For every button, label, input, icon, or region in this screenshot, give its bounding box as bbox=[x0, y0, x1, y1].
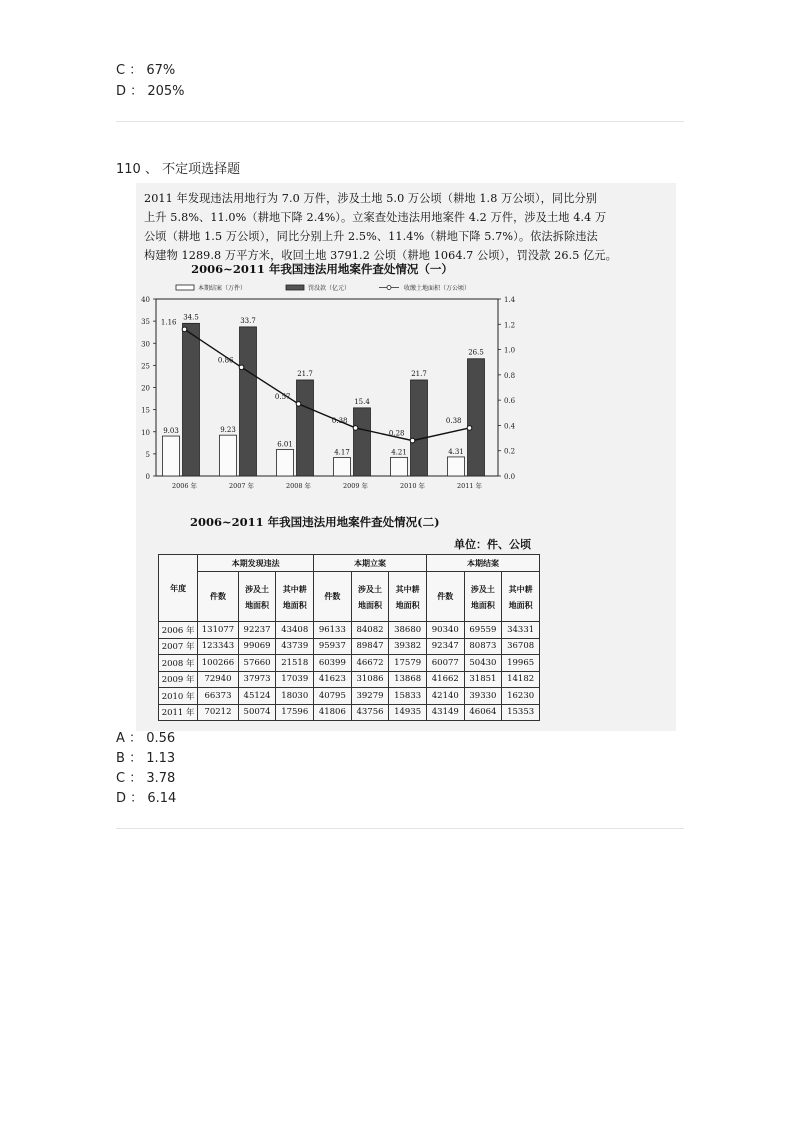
right-tick-label: 1.2 bbox=[504, 321, 516, 330]
table-cell: 34331 bbox=[502, 622, 540, 639]
table-cell: 46064 bbox=[464, 704, 502, 721]
data-label-cases: 4.31 bbox=[448, 447, 464, 456]
x-tick-label: 2008 年 bbox=[285, 482, 312, 490]
table-cell: 17039 bbox=[276, 671, 314, 688]
data-label-land: 0.38 bbox=[331, 416, 348, 425]
table-title: 2006~2011 年我国违法用地案件查处情况(二) bbox=[190, 515, 440, 529]
divider bbox=[116, 828, 684, 829]
table-cell: 90340 bbox=[426, 622, 464, 639]
table-cell: 41662 bbox=[426, 671, 464, 688]
row-year: 2008 年 bbox=[159, 655, 198, 672]
table-cell: 60077 bbox=[426, 655, 464, 672]
table-row bbox=[159, 622, 540, 639]
option-b[interactable]: B ： 1.13 bbox=[116, 751, 176, 766]
table-cell: 15353 bbox=[502, 704, 540, 721]
x-tick-label: 2006 年 bbox=[171, 482, 198, 490]
line-point-land bbox=[410, 438, 415, 443]
table-cell: 21518 bbox=[276, 655, 314, 672]
table-cell: 46672 bbox=[351, 655, 389, 672]
sub-header: 其中耕地面积 bbox=[276, 572, 314, 622]
legend-label-cases: 本期结案（万件） bbox=[198, 285, 247, 292]
legend-label-land: 收缴土地面积（万公顷） bbox=[404, 285, 471, 292]
data-label-cases: 4.17 bbox=[334, 448, 350, 457]
left-tick-label: 25 bbox=[141, 362, 150, 371]
row-year: 2007 年 bbox=[159, 638, 198, 655]
passage-line: 公顷（耕地 1.5 万公顷），同比分别上升 2.5%、11.4%（耕地下降 5.7%）。依法拆除违法 bbox=[144, 230, 598, 243]
right-tick-label: 1.4 bbox=[504, 296, 516, 304]
table-cell: 89847 bbox=[351, 638, 389, 655]
data-label-land: 0.28 bbox=[388, 429, 405, 438]
data-label-land: 0.57 bbox=[274, 392, 291, 401]
right-tick-label: 1.0 bbox=[504, 346, 516, 355]
line-point-land bbox=[467, 426, 472, 431]
left-tick-label: 30 bbox=[141, 340, 150, 349]
sub-header: 件数 bbox=[314, 572, 352, 622]
line-point-land bbox=[182, 327, 187, 332]
table-row bbox=[159, 688, 540, 705]
option-c-prev[interactable]: C ： 67% bbox=[116, 63, 176, 78]
bar-fines bbox=[297, 380, 314, 476]
table-row bbox=[159, 671, 540, 688]
data-label-fines: 26.5 bbox=[468, 348, 484, 357]
passage-line: 构建物 1289.8 万平方米，收回土地 3791.2 公顷（耕地 1064.7 公顷），罚没款 26.5 亿元。 bbox=[144, 249, 617, 262]
legend-marker-land bbox=[387, 286, 391, 290]
right-tick-label: 0.4 bbox=[504, 422, 516, 431]
data-label-land: 0.86 bbox=[217, 356, 234, 365]
data-label-cases: 4.21 bbox=[391, 448, 407, 457]
line-point-land bbox=[239, 365, 244, 370]
table-cell: 39279 bbox=[351, 688, 389, 705]
divider bbox=[116, 121, 684, 122]
left-tick-label: 10 bbox=[141, 428, 150, 437]
question-title: 110 、 不定项选择题 bbox=[116, 162, 241, 177]
table-unit: 单位：件、公顷 bbox=[454, 538, 531, 551]
table-cell: 19965 bbox=[502, 655, 540, 672]
table-cell: 18030 bbox=[276, 688, 314, 705]
left-tick-label: 15 bbox=[141, 406, 150, 415]
table-cell: 131077 bbox=[198, 622, 239, 639]
data-label-cases: 6.01 bbox=[277, 440, 293, 449]
left-tick-label: 20 bbox=[141, 384, 150, 393]
table-cell: 50430 bbox=[464, 655, 502, 672]
data-label-land: 1.16 bbox=[160, 318, 177, 327]
left-tick-label: 5 bbox=[145, 450, 150, 459]
option-a[interactable]: A ： 0.56 bbox=[116, 731, 176, 746]
plot-frame bbox=[156, 299, 498, 476]
data-label-fines: 33.7 bbox=[240, 316, 256, 325]
passage bbox=[144, 189, 674, 265]
table-cell: 100266 bbox=[198, 655, 239, 672]
table-cell: 13868 bbox=[389, 671, 427, 688]
table-cell: 92347 bbox=[426, 638, 464, 655]
option-d[interactable]: D ： 6.14 bbox=[116, 791, 177, 806]
table-row bbox=[159, 704, 540, 721]
table-cell: 15833 bbox=[389, 688, 427, 705]
year-header: 年度 bbox=[159, 555, 198, 622]
table-cell: 45124 bbox=[238, 688, 276, 705]
data-label-fines: 21.7 bbox=[297, 369, 313, 378]
sub-header: 涉及土地面积 bbox=[238, 572, 276, 622]
sub-header: 其中耕地面积 bbox=[389, 572, 427, 622]
table-cell: 16230 bbox=[502, 688, 540, 705]
x-tick-label: 2009 年 bbox=[342, 482, 369, 490]
table-row bbox=[159, 655, 540, 672]
bar-cases bbox=[334, 458, 351, 476]
table-cell: 39330 bbox=[464, 688, 502, 705]
question-material bbox=[136, 183, 676, 731]
data-table-section bbox=[158, 515, 562, 721]
table-cell: 17579 bbox=[389, 655, 427, 672]
group-header: 本期发现违法 bbox=[198, 555, 314, 572]
table-cell: 84082 bbox=[351, 622, 389, 639]
right-tick-label: 0.2 bbox=[504, 447, 516, 456]
data-label-fines: 15.4 bbox=[354, 397, 370, 406]
table-cell: 41806 bbox=[314, 704, 352, 721]
row-year: 2006 年 bbox=[159, 622, 198, 639]
legend-swatch-fines bbox=[286, 285, 304, 290]
table-cell: 95937 bbox=[314, 638, 352, 655]
table-cell: 66373 bbox=[198, 688, 239, 705]
table-cell: 99069 bbox=[238, 638, 276, 655]
table-cell: 70212 bbox=[198, 704, 239, 721]
option-c[interactable]: C ： 3.78 bbox=[116, 771, 176, 786]
x-tick-label: 2007 年 bbox=[228, 482, 255, 490]
data-table bbox=[158, 554, 540, 721]
data-label-cases: 9.03 bbox=[163, 427, 179, 436]
sub-header: 件数 bbox=[198, 572, 239, 622]
table-cell: 69559 bbox=[464, 622, 502, 639]
table-cell: 60399 bbox=[314, 655, 352, 672]
table-cell: 31851 bbox=[464, 671, 502, 688]
group-header: 本期立案 bbox=[314, 555, 427, 572]
table-cell: 40795 bbox=[314, 688, 352, 705]
data-label-fines: 21.7 bbox=[411, 369, 427, 378]
left-tick-label: 35 bbox=[141, 318, 150, 327]
table-cell: 37973 bbox=[238, 671, 276, 688]
line-point-land bbox=[353, 426, 358, 431]
table-cell: 31086 bbox=[351, 671, 389, 688]
right-tick-label: 0.0 bbox=[504, 473, 516, 481]
data-label-cases: 9.23 bbox=[220, 426, 236, 435]
table-cell: 14935 bbox=[389, 704, 427, 721]
passage-line: 上升 5.8%、11.0%（耕地下降 2.4%）。立案查处违法用地案件 4.2 万件，涉及土地 4.4 万 bbox=[144, 211, 607, 224]
table-cell: 123343 bbox=[198, 638, 239, 655]
table-cell: 72940 bbox=[198, 671, 239, 688]
bar-fines bbox=[354, 408, 371, 476]
bar-fines bbox=[468, 359, 485, 476]
sub-header: 涉及土地面积 bbox=[351, 572, 389, 622]
table-cell: 50074 bbox=[238, 704, 276, 721]
bar-cases bbox=[391, 457, 408, 476]
bar-fines bbox=[240, 327, 257, 476]
row-year: 2011 年 bbox=[159, 704, 198, 721]
bar-fines bbox=[411, 380, 428, 476]
table-cell: 38680 bbox=[389, 622, 427, 639]
table-cell: 96133 bbox=[314, 622, 352, 639]
legend-swatch-cases bbox=[176, 285, 194, 290]
table-cell: 80873 bbox=[464, 638, 502, 655]
x-tick-label: 2011 年 bbox=[456, 482, 483, 490]
legend-label-fines: 罚没款（亿元） bbox=[308, 285, 351, 292]
table-cell: 43408 bbox=[276, 622, 314, 639]
table-cell: 39382 bbox=[389, 638, 427, 655]
table-cell: 92237 bbox=[238, 622, 276, 639]
group-header: 本期结案 bbox=[426, 555, 539, 572]
sub-header: 涉及土地面积 bbox=[464, 572, 502, 622]
table-cell: 42140 bbox=[426, 688, 464, 705]
table-cell: 43739 bbox=[276, 638, 314, 655]
bar-cases bbox=[163, 436, 180, 476]
table-cell: 43756 bbox=[351, 704, 389, 721]
right-tick-label: 0.8 bbox=[504, 371, 516, 380]
bar-line-chart bbox=[136, 259, 526, 494]
passage-line: 2011 年发现违法用地行为 7.0 万件，涉及土地 5.0 万公顷（耕地 1.8 万公顷），同比分别 bbox=[144, 192, 598, 205]
data-label-land: 0.38 bbox=[445, 416, 462, 425]
sub-header: 其中耕地面积 bbox=[502, 572, 540, 622]
sub-header: 件数 bbox=[426, 572, 464, 622]
bar-cases bbox=[220, 435, 237, 476]
bar-fines bbox=[183, 323, 200, 476]
chart-title: 2006~2011 年我国违法用地案件查处情况（一） bbox=[191, 262, 453, 276]
table-cell: 17596 bbox=[276, 704, 314, 721]
line-point-land bbox=[296, 402, 301, 407]
row-year: 2009 年 bbox=[159, 671, 198, 688]
table-cell: 14182 bbox=[502, 671, 540, 688]
table-cell: 43149 bbox=[426, 704, 464, 721]
data-label-fines: 34.5 bbox=[183, 313, 199, 322]
option-d-prev[interactable]: D ： 205% bbox=[116, 84, 185, 99]
left-tick-label: 0 bbox=[145, 473, 150, 481]
x-tick-label: 2010 年 bbox=[399, 482, 426, 490]
table-row bbox=[159, 638, 540, 655]
left-tick-label: 40 bbox=[141, 296, 150, 304]
table-cell: 41623 bbox=[314, 671, 352, 688]
table-cell: 57660 bbox=[238, 655, 276, 672]
row-year: 2010 年 bbox=[159, 688, 198, 705]
bar-cases bbox=[448, 457, 465, 476]
bar-cases bbox=[277, 449, 294, 476]
right-tick-label: 0.6 bbox=[504, 397, 516, 406]
table-cell: 36708 bbox=[502, 638, 540, 655]
